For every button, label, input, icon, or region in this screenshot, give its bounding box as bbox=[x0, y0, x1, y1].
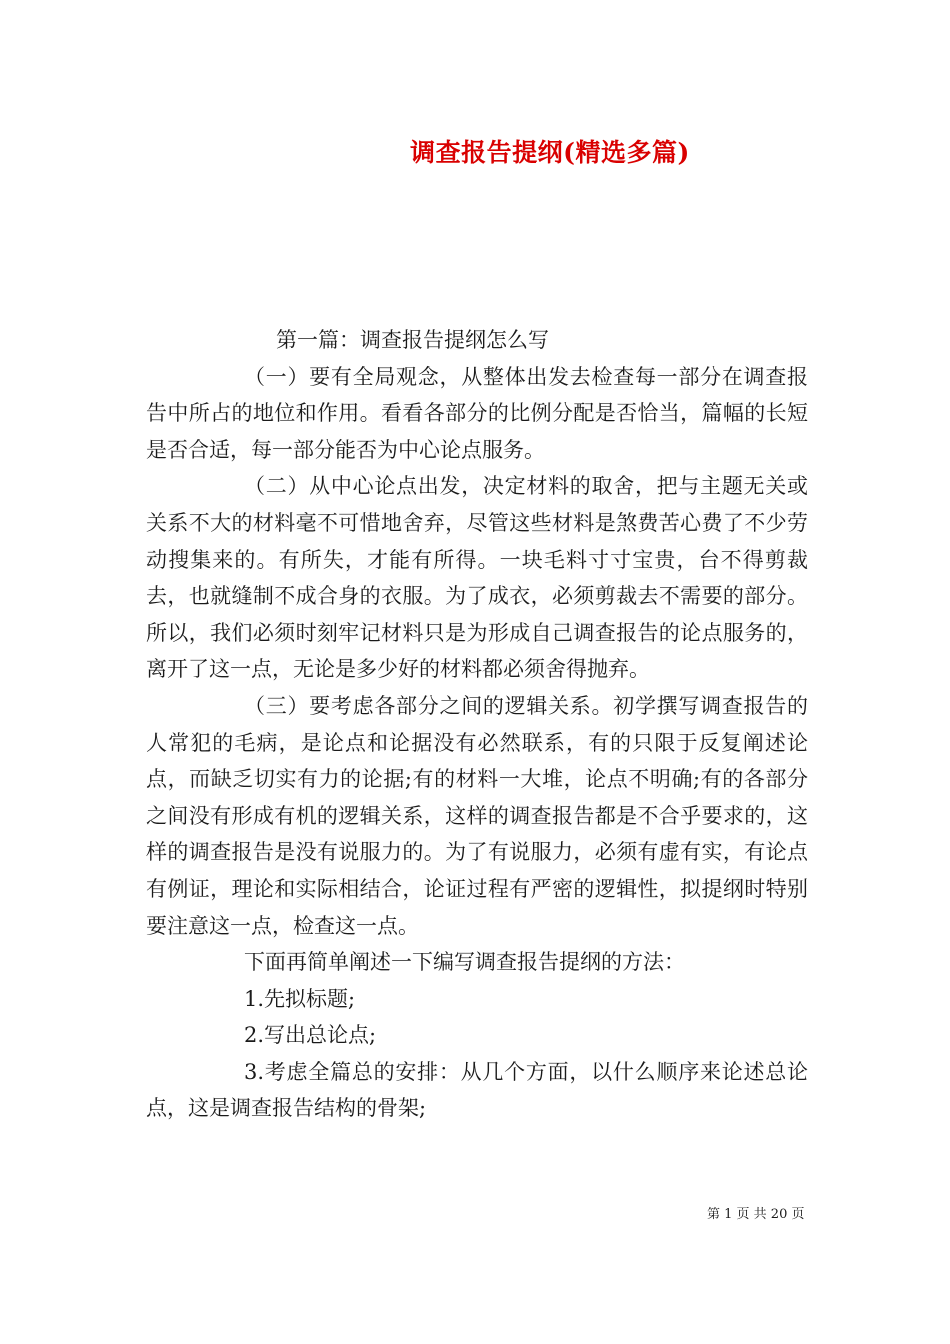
paragraph-1: （一）要有全局观念，从整体出发去检查每一部分在调查报告中所占的地位和作用。看看各部分的比例分配是否恰当，篇幅的长短是否合适，每一部分能否为中心论点服务。 bbox=[146, 364, 808, 462]
document-title: 调查报告提纲(精选多篇) bbox=[410, 138, 690, 167]
method-item-3: 3.考虑全篇总的安排：从几个方面，以什么顺序来论述总论点，这是调查报告结构的骨架; bbox=[146, 1059, 808, 1121]
method-item-1: 1.先拟标题; bbox=[244, 986, 356, 1011]
page-number-footer: 第 1 页 共 20 页 bbox=[707, 1207, 805, 1222]
method-item-2: 2.写出总论点; bbox=[244, 1023, 377, 1048]
paragraph-3: （三）要考虑各部分之间的逻辑关系。初学撰写调查报告的人常犯的毛病，是论点和论据没有必然联系，有的只限于反复阐述论点，而缺乏切实有力的论据;有的材料一大堆，论点不明确;有的各部分之间没有形成有机的逻辑关系，这样的调查报告都是不合乎要求的，这样的调查报告是没有说服力的。为了有说服力，必须有虚有实，有论点有例证，理论和实际相结合，论证过程有严密的逻辑性，拟提纲时特别要注意这一点，检查这一点。 bbox=[146, 693, 808, 938]
method-intro: 下面再简单阐述一下编写调查报告提纲的方法： bbox=[244, 950, 685, 975]
section-heading: 第一篇：调查报告提纲怎么写 bbox=[276, 328, 549, 352]
document-body bbox=[146, 322, 808, 1127]
paragraph-2: （二）从中心论点出发，决定材料的取舍，把与主题无关或关系不大的材料毫不可惜地舍弃，尽管这些材料是煞费苦心费了不少劳动搜集来的。有所失，才能有所得。一块毛料寸寸宝贵，台不得剪裁去，也就缝制不成合身的衣服。为了成衣，必须剪裁去不需要的部分。所以，我们必须时刻牢记材料只是为形成自己调查报告的论点服务的，离开了这一点，无论是多少好的材料都必须舍得抛弃。 bbox=[146, 474, 808, 682]
